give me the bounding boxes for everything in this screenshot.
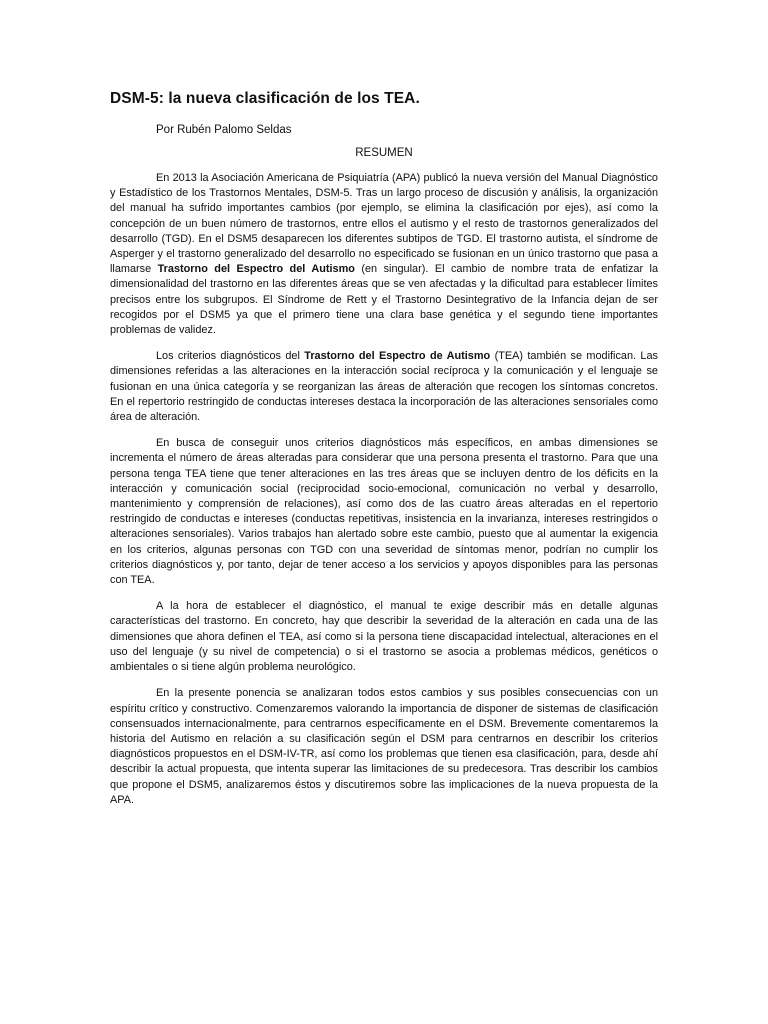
paragraph-3: En busca de conseguir unos criterios diagnósticos más específicos, en ambas dimensiones se incrementa el número de áreas alteradas para considerar que una persona presenta el trastorno. Para que una persona tenga TEA tiene que tener alteraciones en las tres áreas que se incluyen dentro de los déficits en la interacción y comunicación social (reciprocidad socio-emocional, comunicación no verbal y desarrollo, mantenimiento y comprensión de relaciones), así como dos de las cuatro áreas alteradas en el repertorio restringido de conductas e intereses (conductas repetitivas, insistencia en la invarianza, intereses restringidos o alteraciones sensoriales). Varios trabajos han alertado sobre este cambio, puesto que al aumentar la exigencia en los criterios, algunas personas con TGD con una severidad de síntomas menor, podrían no cumplir los criterios diagnósticos y, por tanto, dejar de tener acceso a los servicios y apoyos disponibles para las personas con TEA. (110, 437, 658, 587)
author-line: Por Rubén Palomo Seldas (156, 124, 292, 136)
bold-term: Trastorno del Espectro del Autismo (157, 263, 355, 276)
document-title: DSM-5: la nueva clasificación de los TEA. (110, 90, 420, 107)
paragraph-text: En 2013 la Asociación Americana de Psiquiatría (APA) publicó la nueva versión del Manual Diagnóstico y Estadístico de los Trastornos Mentales, DSM-5. Tras un largo proceso de discusión y análisis, la organización del manual ha sufrido importantes cambios (por ejemplo, se elimina la clasificación por ejes), así como la concepción de un buen número de trastornos, entre ellos el autismo y el resto de trastornos generalizados del desarrollo (TGD). En el DSM5 desaparecen los diferentes subtipos de TGD. El trastorno autista, el síndrome de Asperger y el trastorno generalizado del desarrollo no especificado se fusionan en un único trastorno que pasa a llamarse (110, 172, 658, 276)
document-body (110, 90, 658, 819)
bold-term: Trastorno del Espectro de Autismo (304, 350, 491, 363)
paragraph-5: En la presente ponencia se analizaran todos estos cambios y sus posibles consecuencias con un espíritu crítico y constructivo. Comenzaremos valorando la importancia de disponer de sistemas de clasificación consensuados internacionalmente, para centrarnos específicamente en el DSM. Brevemente comentaremos la historia del Autismo en relación a su clasificación según el DSM para centrarnos en describir los criterios diagnósticos propuestos en el DSM-IV-TR, así como los problemas que tienen esa clasificación, para, desde ahí describir la actual propuesta, que intenta superar las limitaciones de su predecesora. Tras describir los cambios que propone el DSM5, analizaremos éstos y discutiremos sobre las implicaciones de la nueva propuesta de la APA. (110, 687, 658, 806)
paragraph-text: Los criterios diagnósticos del (156, 350, 305, 363)
paragraph-4: A la hora de establecer el diagnóstico, el manual te exige describir más en detalle algunas características del trastorno. En concreto, hay que describir la severidad de la alteración en cada una de las dimensiones que ahora definen el TEA, así como si la persona tiene discapacidad intelectual, alteraciones en el uso del lenguaje (y su nivel de competencia) o si el trastorno se asocia a problemas médicos, genéticos o ambientales o si tiene algún problema neurológico. (110, 600, 658, 674)
section-heading: RESUMEN (355, 147, 413, 159)
paragraph-2 (110, 349, 658, 425)
paragraph-text: (en singular). El cambio de nombre trata de enfatizar la dimensionalidad del trastorno en las diferentes áreas que se ven afectadas y la dificultad para establecer límites precisos entre los subgrupos. El Síndrome de Rett y el Trastorno Desintegrativo de la Infancia dejan de ser recogidos por el DSM5 ya que el primero tiene una clara base genética y el segundo tiene importantes problemas de validez. (110, 263, 659, 337)
paragraph-1 (110, 171, 658, 338)
paragraph-text: (TEA) también se modifican. Las dimensiones referidas a las alteraciones en la interacción social recíproca y la comunicación y el lenguaje se fusionan en una única categoría y se reorganizan las áreas de alteración que recogen los síntomas concretos. En el repertorio restringido de conductas intereses destaca la incorporación de las alteraciones sensoriales como área de alteración. (110, 350, 658, 424)
